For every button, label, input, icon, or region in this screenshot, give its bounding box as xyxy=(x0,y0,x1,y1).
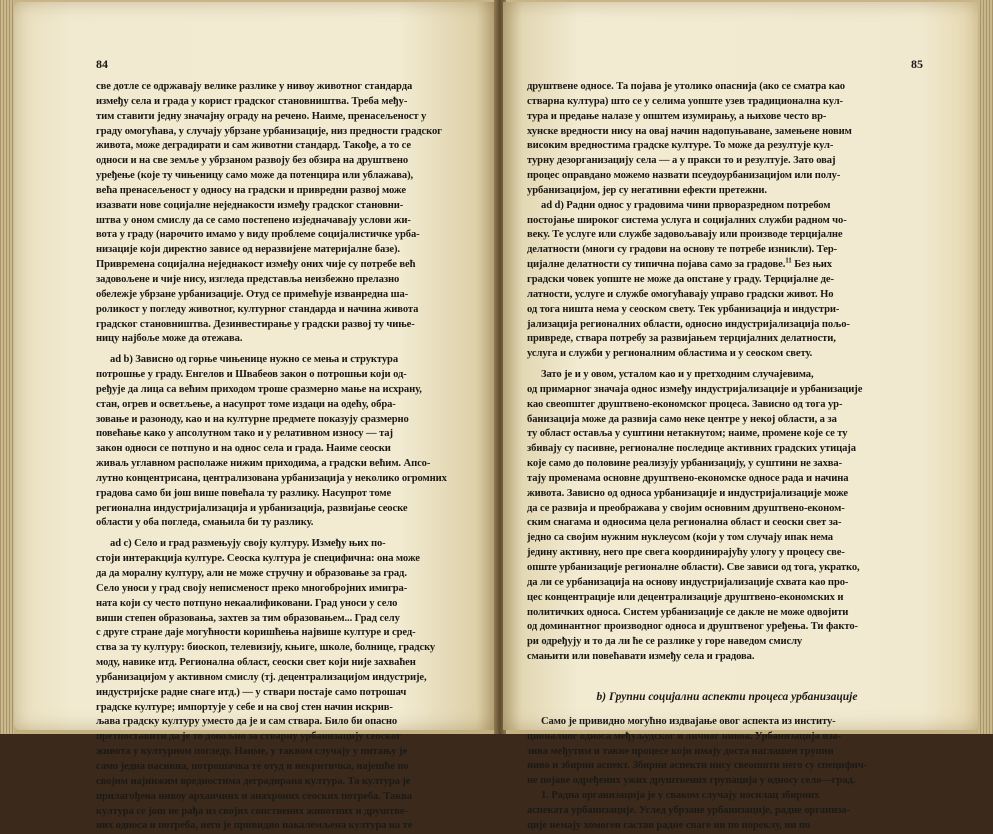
text-line-content: између села и града у корист градског становништва. Треба међу- xyxy=(96,95,408,107)
left-page xyxy=(14,2,496,832)
text-line-content: од примарног значаја однос између индустријализације и урбанизације xyxy=(527,383,863,395)
text-line xyxy=(96,552,488,567)
text-line-content: низације који директно зависе од неразвијене материјалне базе). xyxy=(96,244,400,256)
text-line-content: стоји интеракција културе. Сеоска култура је специфична: она може xyxy=(96,553,420,565)
text-line xyxy=(96,199,488,214)
text-line-content: тају променама основне друштвено-економске односе рада и начина xyxy=(527,472,849,484)
text-line-content: као свеопштег друштвено-економског процеса. Зависно од тога ур- xyxy=(527,398,843,410)
text-line xyxy=(527,383,927,398)
text-line xyxy=(527,591,927,606)
text-line-content: аспеката урбанизације. Услед убрзане урбанизације, радне организа- xyxy=(527,804,850,816)
text-line-content: да се развија и преображава у својим основним друштвено-економ- xyxy=(527,502,845,514)
text-line-content: стан, огрев и осветљење, а насупрот томе издаци на одећу, обра- xyxy=(96,398,396,410)
text-line xyxy=(527,228,927,243)
text-line xyxy=(96,626,488,641)
text-line xyxy=(96,537,488,552)
text-line-content: урбанизацијом, јер су негативни ефекти претежни. xyxy=(527,184,767,196)
text-line-content: граду омогућава, у случају убрзане урбанизације, низ предности градског xyxy=(96,125,442,137)
text-line-content: да ли се урбанизација на основу индустријализације схвата као про- xyxy=(527,576,849,588)
text-line-content: изазвати нове социјалне неједнакости између градског становни- xyxy=(96,199,404,211)
text-line xyxy=(96,819,488,834)
text-line xyxy=(527,169,927,184)
text-line-content: лутно концентрисана, централизована урбанизација у неколико огромних xyxy=(96,472,447,484)
text-line xyxy=(96,288,488,303)
page-edges-right xyxy=(978,0,993,734)
text-line xyxy=(96,656,488,671)
text-line-content: индустријске радне снаге итд.) — у ствари постаје само потрошач xyxy=(96,686,407,698)
text-line xyxy=(527,730,927,745)
text-line xyxy=(527,516,927,531)
text-line xyxy=(96,154,488,169)
text-line xyxy=(96,730,488,745)
text-line xyxy=(527,413,927,428)
text-line-content: ства за ту културу: биоскоп, телевизију, књиге, школе, болнице, градску xyxy=(96,642,436,654)
text-line-content: повећање како у апсолутном тако и у релативном износу — тај xyxy=(96,428,393,440)
text-line xyxy=(527,442,927,457)
text-line-content: 1. Радна организација је у сваком случају носилац збирних xyxy=(541,790,820,802)
text-line-content: живаљ углавном располаже нижим приходима, а градски већим. Апсо- xyxy=(96,458,431,470)
text-line-content: моду, навике итд. Регионална област, сеоски свет који није захваћен xyxy=(96,657,416,669)
text-line-content: ната који су често потпуно некаалификовани. Град уноси у село xyxy=(96,597,398,609)
text-line-content: вота у граду (нарочито имамо у виду проблеме социјалистичке урба- xyxy=(96,229,420,241)
text-line-content: потрошње у граду. Енгелов и Швабеов закон о потрошњи који од- xyxy=(96,369,407,381)
text-line xyxy=(96,125,488,140)
text-line xyxy=(96,318,488,333)
text-line-content: уређење (које ту чињеницу само може да потенцира или ублажава), xyxy=(96,170,414,182)
text-line xyxy=(527,80,927,95)
text-line-content: веку. Те услуге или службе задовољавају или производе терцијалне xyxy=(527,229,843,241)
text-line-content: Само је привидно могућно издвајање овог аспекта из институ- xyxy=(541,715,836,727)
section-heading: b) Групни социјални аспекти процеса урбанизације xyxy=(596,690,858,703)
text-line xyxy=(527,199,927,214)
text-line xyxy=(96,80,488,95)
text-line xyxy=(527,214,927,229)
text-line xyxy=(527,606,927,621)
text-line xyxy=(96,442,488,457)
text-line xyxy=(527,635,927,650)
text-line xyxy=(96,457,488,472)
text-line-content: Зато је и у овом, усталом као и у претходним случајевима, xyxy=(541,369,814,381)
text-line-content: збивају су пасивне, регионалне последице активних градских утицаја xyxy=(527,443,856,455)
text-line xyxy=(527,184,927,199)
text-line xyxy=(96,169,488,184)
text-line-content: да да моралну културу, али не може стручну и образовање за град. xyxy=(96,568,407,579)
right-page xyxy=(503,2,979,831)
text-line xyxy=(527,318,927,333)
text-line-content: штва у оном смислу да се само постепено изједначавају услови жи- xyxy=(96,214,411,226)
text-line xyxy=(527,561,927,576)
page-number-right: 85 xyxy=(911,57,923,71)
text-line-content: процес оправдано можемо назвати псеудоурбанизацијом или полу- xyxy=(527,170,841,182)
text-line-content: од тога ништа нема у сеоском свету. Тек урбанизација и индустри- xyxy=(527,303,840,315)
text-line xyxy=(527,804,927,819)
text-line-content: од доминантног производног односа и друштвеног уређења. Ти факто- xyxy=(527,621,858,633)
text-line xyxy=(96,612,488,627)
text-line xyxy=(96,368,488,383)
text-line-content: ниво и збирни аспект. Збирни аспекти нису свеопшти него су специфич- xyxy=(527,760,867,772)
text-line xyxy=(96,273,488,288)
text-line xyxy=(96,413,488,428)
text-line-content: ad b) Зависно од горње чињенице нужно се мења и структура xyxy=(110,354,399,366)
text-line-content: закон односи се потпуно и на однос села и града. Наиме сеоски xyxy=(96,443,391,455)
text-line xyxy=(96,243,488,258)
text-line xyxy=(96,258,488,273)
text-line-content: односи и на све земље у убрзаном развоју без обзира на друштвено xyxy=(96,155,409,167)
text-line-content: високим вредностима градске културе. То може да резултује кул- xyxy=(527,140,834,152)
text-line-content: смањити или повећавати између села и градова. xyxy=(527,651,755,663)
text-line-content: обележје убрзане урбанизације. Отуд се примећује изванредна ша- xyxy=(96,288,409,300)
text-line-content: цес концентрације или децентрализације друштвено-економских и xyxy=(527,591,844,603)
text-line xyxy=(96,760,488,775)
text-line xyxy=(96,184,488,199)
text-line xyxy=(96,110,488,125)
text-line xyxy=(527,347,927,362)
text-line-content: банизација може да развија само неке центре у некој области, а за xyxy=(527,413,837,425)
text-line-content: хунске вредности нису на овај начин надопуњаване, замењене новим xyxy=(527,125,852,137)
text-line xyxy=(527,368,927,383)
text-line xyxy=(96,472,488,487)
text-line-content: градског становништва. Дезинвестирање у градски развој ту чиње- xyxy=(96,318,415,330)
text-line xyxy=(96,353,488,368)
text-line xyxy=(96,516,488,531)
text-line xyxy=(527,576,927,591)
text-line xyxy=(527,620,927,635)
text-line-content: градова само би још више повећала ту разлику. Насупрот томе xyxy=(96,487,392,499)
text-line xyxy=(527,774,927,789)
text-line xyxy=(527,715,927,730)
text-line-content: градски човек уопште не може да опстане у граду. Терцијалне де- xyxy=(527,273,834,285)
text-line-content: зива међутим и такве процесе који имају доста наглашен групни xyxy=(527,745,834,757)
text-line xyxy=(527,531,927,546)
text-line-content: прилагођена нивоу архаичних и анахроних сеоских потреба. Таква xyxy=(96,790,413,802)
text-line-content: једно са својим нужним нуклеусом (који у том случају ипак нема xyxy=(527,532,833,544)
text-line xyxy=(96,427,488,442)
text-line xyxy=(527,789,927,804)
text-line-content: роликост у погледу животног, културног стандарда и начина живота xyxy=(96,303,419,315)
text-line-content: ad d) Радни однос у градовима чини прворазредном потребом xyxy=(541,199,831,211)
text-line xyxy=(527,258,927,273)
text-line xyxy=(96,383,488,398)
text-line xyxy=(527,303,927,318)
text-line xyxy=(527,745,927,760)
page-number-left: 84 xyxy=(96,57,108,71)
text-line-content: ређује да лица са већим приходом троше сразмерно мање на исхрану, xyxy=(96,383,422,395)
text-line-content: опште урбанизације регионалне области). Све зависи од тога, укратко, xyxy=(527,562,860,573)
text-line-content: турну дезорганизацију села — а у пракси то и резултује. Зато овај xyxy=(527,155,836,167)
text-line xyxy=(527,472,927,487)
text-line-content: својим најнижим вредностима деградирана култура. Та култура је xyxy=(96,775,411,787)
text-line-content: привреде, ствара потребу за развијањем терцијалних делатности, xyxy=(527,333,836,345)
text-line xyxy=(96,95,488,110)
text-line-content: живота. Зависно од односа урбанизације и индустријализације може xyxy=(527,487,849,499)
text-line xyxy=(527,332,927,347)
left-page-text xyxy=(96,80,488,834)
text-line-content: живота у културном погледу. Наиме, у таквом случају у питању је xyxy=(96,746,408,758)
text-line-content: живота, може деградирати и сам животни стандард. Такође, а то се xyxy=(96,140,411,152)
text-line-content: латности, услуге и службе омогућавају управо градски живот. Но xyxy=(527,288,834,300)
text-line-content: ским снагама и односима цела регионална област и сеоски свет за- xyxy=(527,517,842,529)
text-line xyxy=(96,567,488,582)
text-line-content: ри одређују и то да ли ће се разлике у горе наведом смислу xyxy=(527,636,803,648)
text-line xyxy=(527,139,927,154)
text-line xyxy=(96,671,488,686)
text-line xyxy=(96,502,488,517)
text-line-content: постојање широког система услуга и социјалних служби радном чо- xyxy=(527,214,847,226)
text-line-content: ту област оставља у суштини нетакнутом; наиме, промене које се ту xyxy=(527,428,848,440)
page-edges-left xyxy=(0,0,14,734)
text-line-content: све дотле се одржавају велике разлике у нивоу животног стандарда xyxy=(96,81,413,92)
text-line-content: ционалног односа међуљудског и личног нивоа. Урбанизација иза- xyxy=(527,730,842,742)
text-line-content: цијалне делатности су типична појава само за градове. xyxy=(527,259,786,271)
text-line xyxy=(527,650,927,665)
text-line xyxy=(527,125,927,140)
text-line-content: урбанизацијом у активном смислу (тј. децентрализацијом индустрије, xyxy=(96,671,427,683)
text-line xyxy=(96,214,488,229)
text-line-content: тура и предање налазе у општем изумирању, а њихове често вр- xyxy=(527,110,827,122)
text-line-content: области у оба погледа, смањила би ту разлику. xyxy=(96,517,314,529)
text-line xyxy=(527,288,927,303)
text-line xyxy=(96,641,488,656)
text-line-content: Село уноси у град своју неписменост преко многобројних имигра- xyxy=(96,582,408,594)
text-line-content: не појаве одређених ужих друштвених групација у односу село—град. xyxy=(527,775,856,787)
text-line xyxy=(96,582,488,597)
text-line-tail: Без њих xyxy=(791,259,833,271)
text-line-content: које само до половине реализују урбанизацију, у суштини не захва- xyxy=(527,458,843,470)
text-line xyxy=(96,790,488,805)
text-line xyxy=(527,273,927,288)
text-line-content: градске културе; импортује у себе и на свој стен начин искрив- xyxy=(96,701,393,713)
text-line xyxy=(96,715,488,730)
text-line xyxy=(527,398,927,413)
text-line xyxy=(527,819,927,834)
text-line xyxy=(96,303,488,318)
text-line xyxy=(527,759,927,774)
text-line xyxy=(96,597,488,612)
text-line-content: зовање и разоноду, као и на културне предмете показују сразмерно xyxy=(96,413,409,425)
text-line-content: с друге стране даје могућности коришћења највише културе и сред- xyxy=(96,627,416,639)
text-line xyxy=(527,546,927,561)
text-line xyxy=(527,110,927,125)
text-line-content: ницу најбоље може да отежава. xyxy=(96,333,243,345)
text-line xyxy=(96,139,488,154)
text-line xyxy=(527,243,927,258)
text-line xyxy=(527,427,927,442)
text-line xyxy=(96,745,488,760)
footnote-marker: 11 xyxy=(785,256,792,265)
text-line-content: само једна пасивна, потрошачка те отуд и некритичка, најешће по xyxy=(96,760,409,772)
text-line-content: култура се још не рађа из својих сопствених животних и друштве- xyxy=(96,805,408,817)
text-line-content: Привремена социјална неједнакост између оних чије су потребе већ xyxy=(96,259,416,271)
text-line-content: виши степен образовања, захтев за тим образовањем... Град селу xyxy=(96,612,400,624)
text-line-content: претпоставити да је то довољно за стварну урбанизацију сеоског xyxy=(96,731,401,743)
text-line-content: ad c) Село и град размењују своју културу. Између њих по- xyxy=(110,538,386,550)
text-line xyxy=(527,95,927,110)
text-line-content: политичких односа. Систем урбанизације се дакле не може одвојити xyxy=(527,606,849,618)
text-line xyxy=(527,154,927,169)
text-line xyxy=(96,398,488,413)
text-line xyxy=(96,487,488,502)
text-line-content: тим ставити једну значајну ограду на речено. Наиме, пренасељеност у xyxy=(96,110,427,122)
text-line-content: љава градску културу уместо да је и сам ствара. Било би опасно xyxy=(96,716,398,728)
text-line-content: делатности (многи су градови на основу те потребе изникли). Тер- xyxy=(527,244,838,256)
text-line xyxy=(96,686,488,701)
text-line-content: ције немају хомоген састав радне снаге ни по пореклу, ни по xyxy=(527,819,811,831)
text-line xyxy=(96,228,488,243)
text-line xyxy=(527,487,927,502)
right-page-text xyxy=(527,80,927,834)
text-line xyxy=(96,805,488,820)
text-line-content: друштвене односе. Та појава је утолико опаснија (ако се сматра као xyxy=(527,81,845,92)
text-line xyxy=(96,332,488,347)
text-line-content: стварна култура) што се у селима уопште узев традиционална кул- xyxy=(527,95,843,107)
text-line-content: услуга и служби у регионалним областима и у сеоском свету. xyxy=(527,348,813,360)
text-line xyxy=(527,457,927,472)
text-line-content: задовољене и чије нису, изгледа представља неизбежно прелазно xyxy=(96,273,400,285)
text-line-content: них односа и потреба, него је привидно накалемљена култура на те xyxy=(96,820,413,832)
text-line xyxy=(96,701,488,716)
text-line xyxy=(96,775,488,790)
text-line xyxy=(527,502,927,517)
text-line-content: јализација регионалних области, односно индустријализација пољо- xyxy=(527,318,850,330)
text-line-content: једину активну, него пре свега координирајућу улогу у процесу све- xyxy=(527,547,845,559)
text-line-content: већа пренасељеност у односу на градски и привредни развој може xyxy=(96,184,406,196)
text-line-content: регионална индустријализација и урбанизација, развијање сеоске xyxy=(96,502,408,514)
